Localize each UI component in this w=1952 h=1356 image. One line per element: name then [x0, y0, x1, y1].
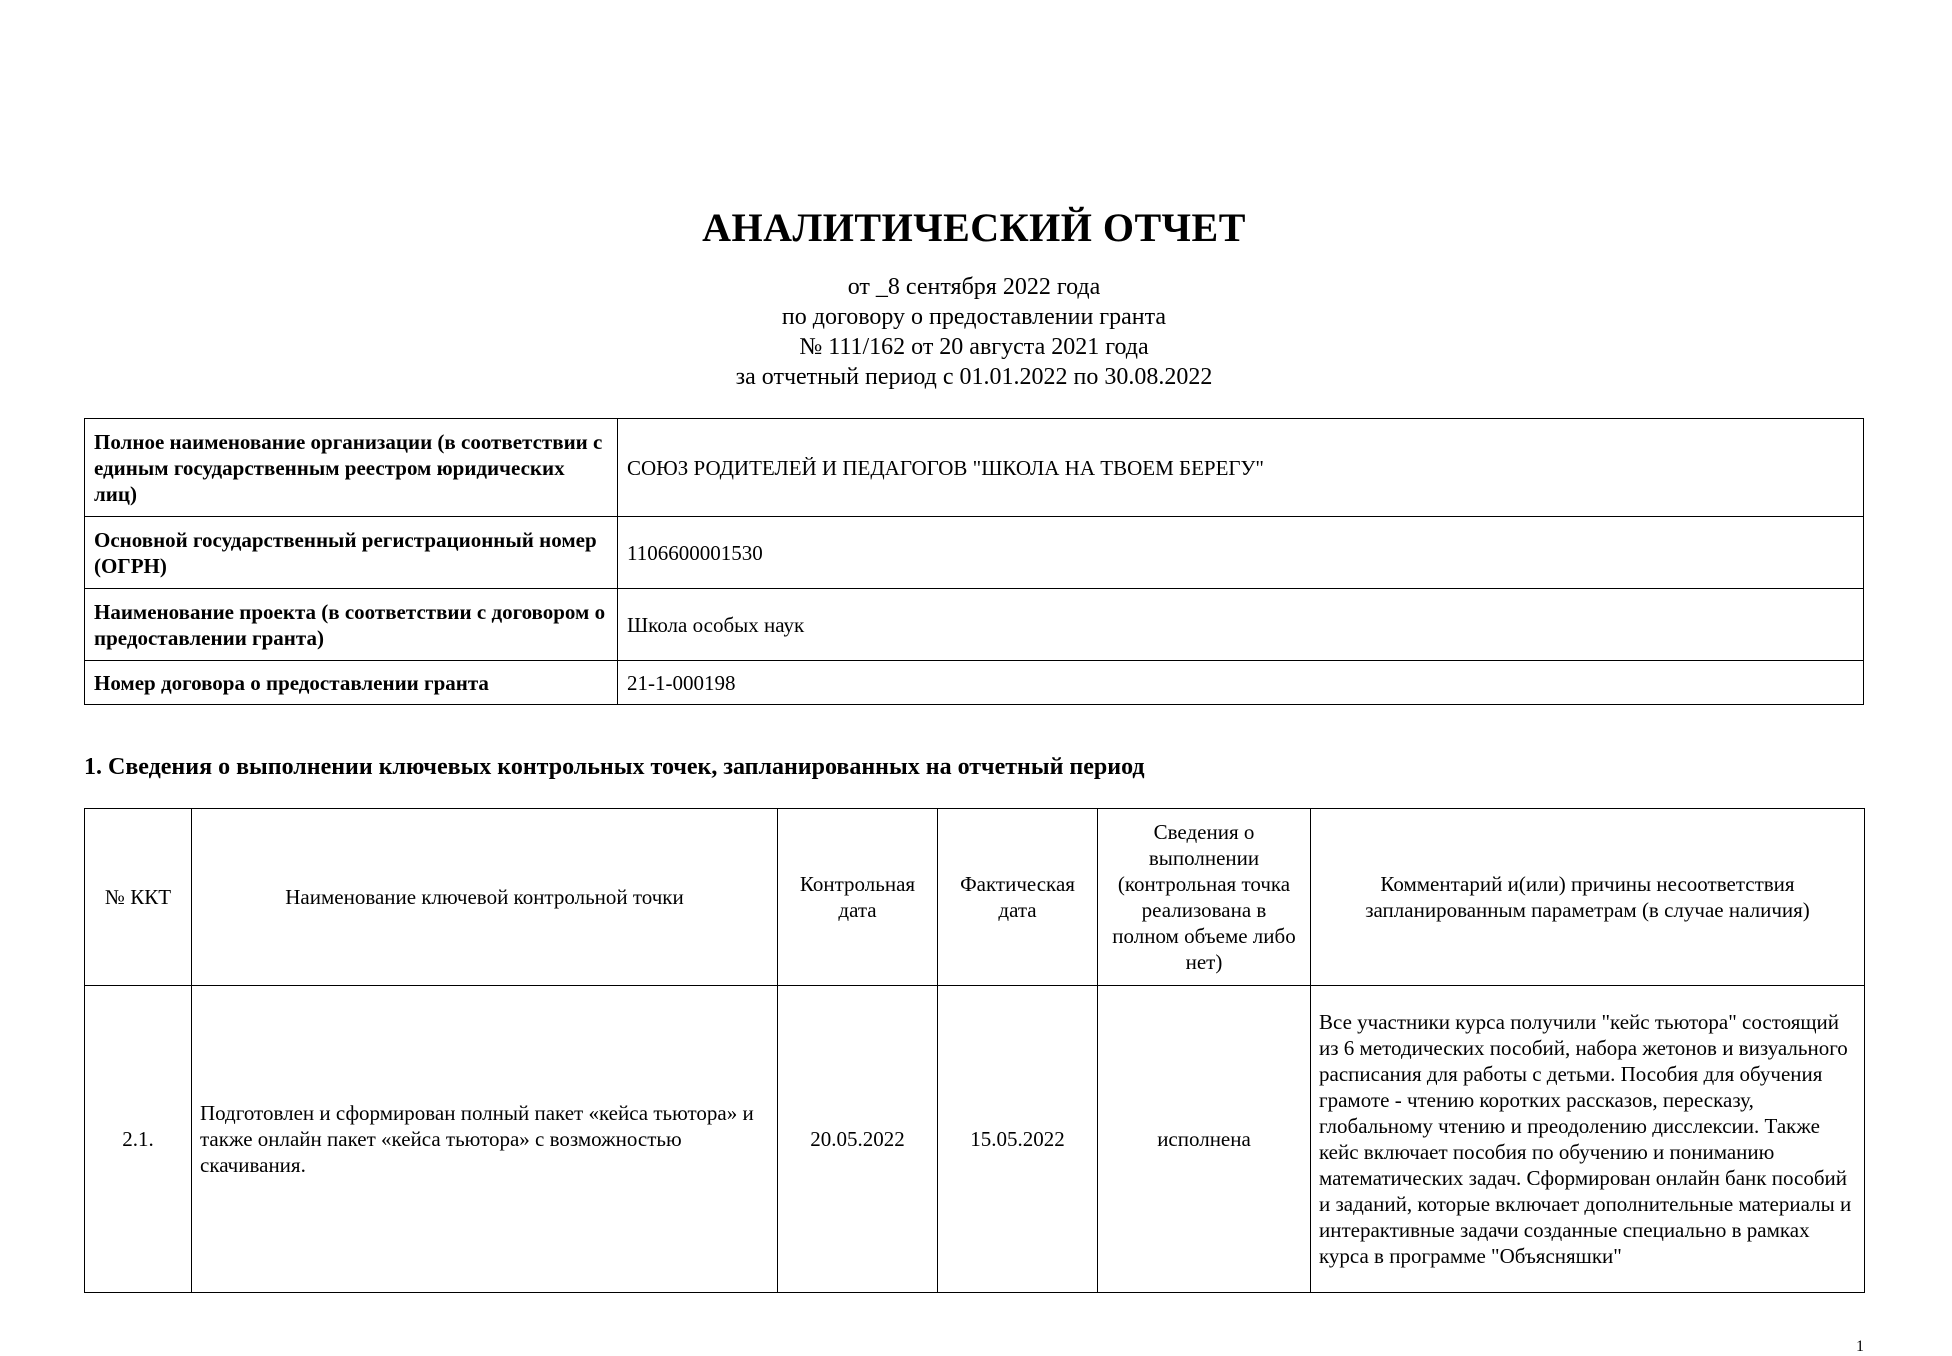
organization-info-table: [84, 418, 1864, 705]
report-subtitle: [84, 272, 1864, 392]
subtitle-reporting-period: за отчетный период с 01.01.2022 по 30.08.2022: [735, 364, 1213, 390]
info-label: Полное наименование организации (в соответствии с единым государственным реестром юридических лиц): [85, 419, 618, 517]
info-value: Школа особых наук: [618, 589, 1864, 661]
cell-comment: Все участники курса получили "кейс тьютора" состоящий из 6 методических пособий, набора жетонов и визуального расписания для работы с детьми. Пособия для обучения грамоте - чтению коротких рассказов, пересказу, глобальному чтению и преодолению дисслексии. Также кейс включает пособия по обучению и пониманию математических задач. Сформирован онлайн банк пособий и заданий, которые включает дополнительные материалы и интерактивные задачи созданные специально в рамках курса в программе "Объясняшки": [1311, 986, 1865, 1293]
info-row-project-name: [85, 589, 1864, 661]
col-header-planned-date: Контрольная дата: [778, 809, 938, 986]
cell-completion-status: исполнена: [1098, 986, 1311, 1293]
report-title: АНАЛИТИЧЕСКИЙ ОТЧЕТ: [702, 205, 1246, 250]
info-label: Основной государственный регистрационный номер (ОГРН): [85, 517, 618, 589]
table-row: [85, 986, 1865, 1293]
col-header-actual-date: Фактическая дата: [938, 809, 1098, 986]
info-label: Номер договора о предоставлении гранта: [85, 661, 618, 705]
subtitle-grant-agreement: по договору о предоставлении гранта: [781, 304, 1167, 330]
info-value: 1106600001530: [618, 517, 1864, 589]
page-number: 1: [1856, 1338, 1864, 1355]
col-header-completion-status: Сведения о выполнении (контрольная точка реализована в полном объеме либо нет): [1098, 809, 1311, 986]
table-header-row: [85, 809, 1865, 986]
key-checkpoints-table: [84, 808, 1865, 1293]
col-header-comment: Комментарий и(или) причины несоответствия запланированным параметрам (в случае наличия): [1311, 809, 1865, 986]
cell-kkt-name: Подготовлен и сформирован полный пакет «кейса тьютора» и также онлайн пакет «кейса тьютора» с возможностью скачивания.: [192, 986, 778, 1293]
cell-planned-date: 20.05.2022: [778, 986, 938, 1293]
cell-kkt-number: 2.1.: [85, 986, 192, 1293]
info-row-org-name: [85, 419, 1864, 517]
subtitle-agreement-number: № 111/162 от 20 августа 2021 года: [799, 334, 1149, 360]
info-value: 21-1-000198: [618, 661, 1864, 705]
section-1-heading: 1. Сведения о выполнении ключевых контрольных точек, запланированных на отчетный период: [84, 754, 1145, 780]
info-label: Наименование проекта (в соответствии с договором о предоставлении гранта): [85, 589, 618, 661]
info-row-ogrn: [85, 517, 1864, 589]
info-row-grant-number: [85, 661, 1864, 705]
info-value: СОЮЗ РОДИТЕЛЕЙ И ПЕДАГОГОВ "ШКОЛА НА ТВОЕМ БЕРЕГУ": [618, 419, 1864, 517]
cell-actual-date: 15.05.2022: [938, 986, 1098, 1293]
col-header-kkt-number: № ККТ: [85, 809, 192, 986]
col-header-kkt-name: Наименование ключевой контрольной точки: [192, 809, 778, 986]
subtitle-date: от _8 сентября 2022 года: [847, 274, 1101, 300]
